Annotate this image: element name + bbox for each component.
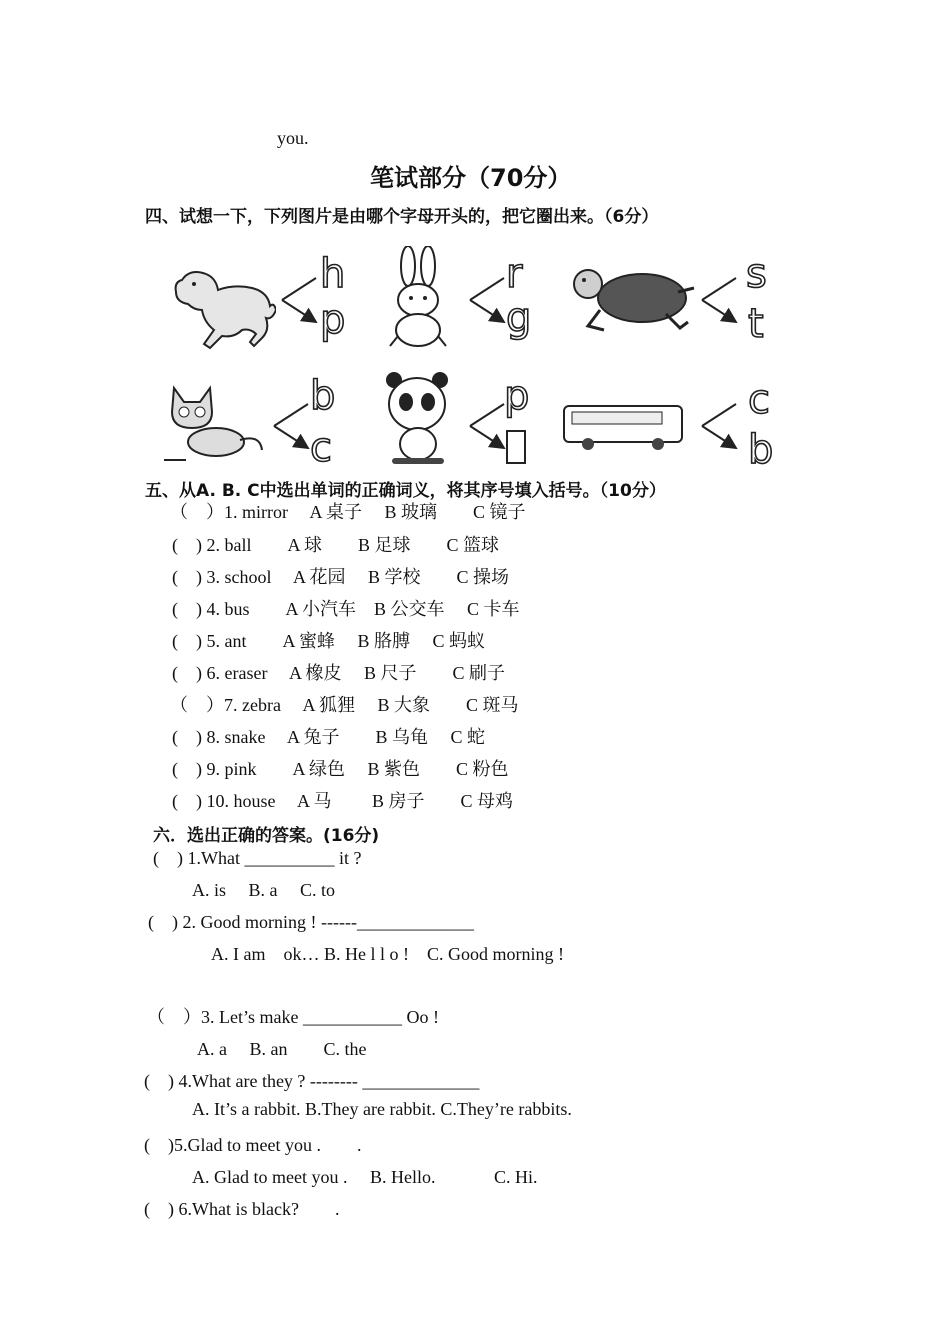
top-fragment: you.: [277, 128, 309, 148]
section5-heading: 五、从A. B. C中选出单词的正确词义，将其序号填入括号。（10分）: [145, 481, 666, 501]
panda-picture: [378, 370, 458, 472]
arrow-pair-6: [696, 398, 742, 454]
q5-stem: ( )5.Glad to meet you . .: [144, 1135, 362, 1155]
vocab-row-9: ( ) 9. pink A 绿色 B 紫色 C 粉色: [172, 759, 509, 779]
letter-p-2[interactable]: p: [504, 373, 530, 419]
q1-stem: ( ) 1.What __________ it ?: [153, 848, 362, 868]
q2-options: A. I am ok… B. He l l o ! C. Good morning !: [211, 944, 564, 964]
vocab-row-10: ( ) 10. house A 马 B 房子 C 母鸡: [172, 791, 514, 811]
letter-missing-box[interactable]: [506, 430, 526, 464]
letter-p[interactable]: p: [320, 297, 346, 343]
rabbit-picture: [380, 246, 460, 352]
q2-stem: ( ) 2. Good morning ! ------_____________: [148, 912, 474, 932]
letter-s[interactable]: s: [746, 251, 767, 297]
vocab-row-7: （ ）7. zebra A 狐狸 B 大象 C 斑马: [170, 695, 519, 715]
vocab-row-3: ( ) 3. school A 花园 B 学校 C 操场: [172, 567, 510, 587]
q5-options: A. Glad to meet you . B. Hello. C. Hi.: [192, 1167, 538, 1187]
q3-stem: （ ）3. Let’s make ___________ Oo !: [147, 1007, 439, 1027]
arrow-pair-1: [276, 272, 322, 328]
arrow-pair-4: [268, 398, 314, 454]
q3-options: A. a B. an C. the: [197, 1039, 367, 1059]
vocab-row-6: ( ) 6. eraser A 橡皮 B 尺子 C 刷子: [172, 663, 505, 683]
q1-options: A. is B. a C. to: [192, 880, 336, 900]
section4-heading: 四、试想一下，下列图片是由哪个字母开头的，把它圈出来。（6分）: [145, 207, 659, 227]
section6-heading: 六．选出正确的答案。(16分): [153, 826, 380, 846]
page-title: 笔试部分（70分）: [370, 164, 572, 192]
vocab-row-1: （ ）1. mirror A 桌子 B 玻璃 C 镜子: [170, 502, 526, 522]
vocab-row-5: ( ) 5. ant A 蜜蜂 B 胳膊 C 蚂蚁: [172, 631, 485, 651]
vocab-row-8: ( ) 8. snake A 兔子 B 乌龟 C 蛇: [172, 727, 485, 747]
turtle-picture: [570, 262, 698, 336]
arrow-pair-2: [464, 272, 510, 328]
letter-h[interactable]: h: [320, 251, 346, 297]
arrow-pair-3: [696, 272, 742, 328]
letter-t[interactable]: t: [748, 301, 764, 347]
letter-c[interactable]: c: [310, 425, 332, 471]
cat-picture: [160, 384, 266, 466]
letter-r[interactable]: r: [506, 251, 523, 297]
letter-g[interactable]: g: [506, 295, 532, 341]
q6-stem: ( ) 6.What is black? .: [144, 1199, 340, 1219]
q4-options: A. It’s a rabbit. B.They are rabbit. C.They’re rabbits.: [192, 1099, 572, 1119]
vocab-row-2: ( ) 2. ball A 球 B 足球 C 篮球: [172, 535, 499, 555]
q4-stem: ( ) 4.What are they ? -------- _____________: [144, 1071, 480, 1091]
horse-picture: [168, 258, 276, 350]
letter-b-2[interactable]: b: [748, 427, 774, 473]
bus-picture: [562, 400, 686, 452]
vocab-row-4: ( ) 4. bus A 小汽车 B 公交车 C 卡车: [172, 599, 520, 619]
letter-b[interactable]: b: [310, 373, 336, 419]
letter-c-2[interactable]: c: [748, 377, 770, 423]
